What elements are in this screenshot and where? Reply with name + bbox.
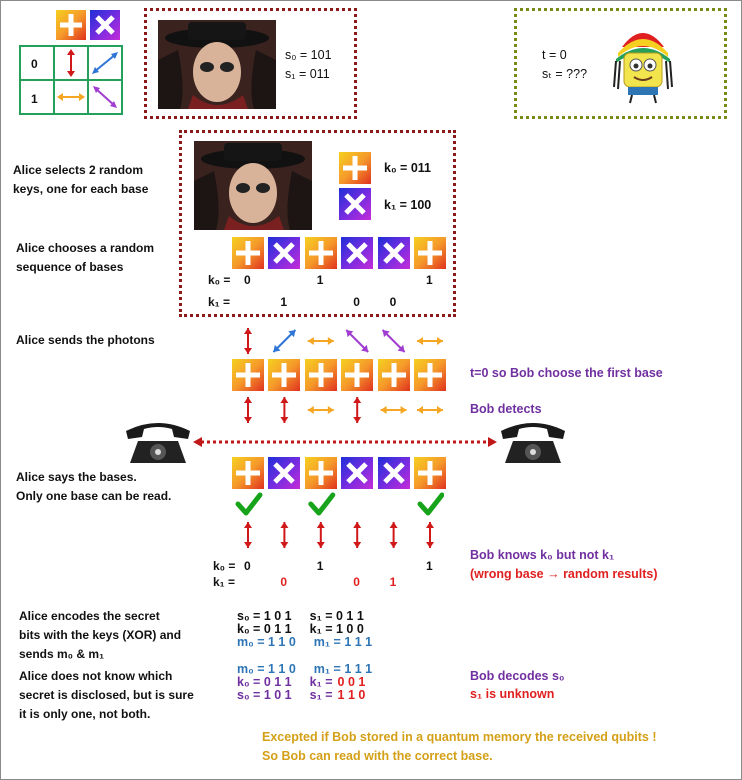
bit-0: 0 bbox=[244, 559, 251, 573]
photon-horizontal-2 bbox=[308, 337, 334, 345]
plus-base-tile-5 bbox=[414, 237, 446, 274]
xor-right: k₁ = bbox=[309, 675, 333, 689]
reading-vertical-1 bbox=[280, 522, 288, 548]
footer-line-2: So Bob can read with the correct base. bbox=[262, 749, 493, 763]
bob-t: t = 0 bbox=[542, 48, 567, 62]
plus-base-tile-3 bbox=[341, 359, 373, 396]
cross-base-tile-4 bbox=[378, 457, 410, 494]
alice-portrait-2 bbox=[194, 141, 312, 230]
check-icon-2 bbox=[311, 495, 333, 513]
reading-vertical-3 bbox=[353, 522, 361, 548]
xor-left: k₀ = 0 1 1 bbox=[237, 622, 292, 636]
detected-horizontal-2 bbox=[308, 406, 334, 414]
plus-base-tile-2 bbox=[305, 359, 337, 396]
step2-k1-label: k₁ = bbox=[208, 295, 230, 309]
match-checkmarks bbox=[232, 492, 444, 518]
bit-2: 1 bbox=[316, 559, 324, 573]
bob-k1-bits bbox=[232, 573, 444, 592]
reading-vertical-5 bbox=[426, 522, 434, 548]
plus-base-tile-5 bbox=[414, 359, 446, 396]
photon-horizontal-5 bbox=[417, 337, 443, 345]
alice-phone-icon bbox=[122, 419, 194, 465]
cross-base-tile-3 bbox=[341, 457, 373, 494]
alice-portrait bbox=[158, 20, 276, 109]
check-icon-0 bbox=[238, 495, 260, 513]
bit-4: 1 bbox=[389, 575, 397, 589]
photon-diag-left-3 bbox=[346, 330, 368, 352]
cross-base-tile bbox=[90, 10, 120, 40]
xor-right: k₁ = 1 0 0 bbox=[309, 622, 364, 636]
cross-base-tile-1 bbox=[268, 457, 300, 494]
s1-unknown-note: s₁ is unknown bbox=[470, 687, 555, 701]
xor-right: s₁ = bbox=[309, 688, 333, 702]
bob-knows-note-2: (wrong base → random results) bbox=[470, 567, 658, 581]
key-k1: k₁ = 100 bbox=[384, 198, 432, 212]
xor-right: s₁ = 0 1 1 bbox=[309, 609, 364, 623]
photon-vertical-0 bbox=[244, 328, 252, 354]
bit-5: 1 bbox=[426, 559, 433, 573]
bit-3: 0 bbox=[353, 295, 360, 309]
photon-arrows bbox=[232, 323, 444, 359]
xor-row-1 bbox=[237, 622, 364, 636]
bit-4: 0 bbox=[389, 295, 397, 309]
bit-5: 1 bbox=[426, 273, 433, 287]
cross-base-tile-3 bbox=[341, 237, 373, 274]
plus-base-tile-4 bbox=[378, 359, 410, 396]
bob-st: sₜ = ??? bbox=[542, 67, 588, 81]
bob-phone-icon bbox=[497, 419, 569, 465]
plus-base-tile-1 bbox=[268, 359, 300, 396]
bob-knows-note-1: Bob knows k₀ but not k₁ bbox=[470, 548, 615, 562]
detected-vertical-0 bbox=[244, 397, 252, 423]
xor-row-1 bbox=[237, 675, 365, 689]
plus-base-tile-2 bbox=[305, 457, 337, 494]
key-k0: k₀ = 011 bbox=[384, 161, 431, 175]
detected-vertical-3 bbox=[353, 397, 361, 423]
classical-channel-line bbox=[193, 435, 497, 449]
plus-base-tile-2 bbox=[305, 237, 337, 274]
k0-base-tile bbox=[339, 152, 371, 189]
xor-row-2 bbox=[237, 688, 365, 702]
bob-base-sequence bbox=[232, 359, 444, 391]
step1-label: Alice selects 2 random keys, one for each base bbox=[13, 163, 149, 196]
detected-horizontal-4 bbox=[381, 406, 407, 414]
photon-diag-right-1 bbox=[273, 330, 295, 352]
bob-detected-arrows bbox=[232, 393, 444, 427]
bob-first-base-note: t=0 so Bob choose the first base bbox=[470, 366, 663, 380]
step2-k1-bits bbox=[232, 293, 444, 312]
xor-right: m₁ = 1 1 1 bbox=[313, 662, 373, 676]
bit-1: 0 bbox=[280, 575, 288, 589]
legend-row-0: 0 bbox=[31, 57, 38, 71]
bit-1: 1 bbox=[280, 295, 288, 309]
xor-right: m₁ = 1 1 1 bbox=[313, 635, 373, 649]
plus-base-tile-0 bbox=[232, 457, 264, 494]
bob-k1-label: k₁ = bbox=[213, 575, 235, 589]
bit-3: 0 bbox=[353, 575, 360, 589]
check-icon-5 bbox=[420, 495, 442, 513]
xor-row-0 bbox=[237, 609, 364, 623]
xor-row-2 bbox=[237, 635, 372, 649]
step4-label-1: Alice says the bases. bbox=[16, 470, 137, 484]
bit-0: 0 bbox=[244, 273, 251, 287]
detected-vertical-1 bbox=[280, 397, 288, 423]
step4-label-2: Only one base can be read. bbox=[16, 489, 172, 503]
step2-k0-label: k₀ = bbox=[208, 273, 231, 287]
xor-right-bits: 1 1 0 bbox=[337, 688, 366, 702]
cross-base-tile-1 bbox=[268, 237, 300, 274]
bit-2: 1 bbox=[316, 273, 324, 287]
alice-s1: s₁ = 011 bbox=[285, 67, 330, 81]
plus-base-tile bbox=[56, 10, 86, 40]
encode-label: Alice encodes the secret bits with the keys (XOR) and sends m₀ & m₁ bbox=[19, 609, 182, 661]
detected-horizontal-5 bbox=[417, 406, 443, 414]
step2-k0-bits bbox=[232, 271, 444, 290]
xor-right-bits: 0 0 1 bbox=[337, 675, 366, 689]
bob-detects-label: Bob detects bbox=[470, 402, 542, 416]
legend-row-1: 1 bbox=[31, 92, 38, 106]
reading-vertical-0 bbox=[244, 522, 252, 548]
xor-left: s₀ = 1 0 1 bbox=[237, 688, 292, 702]
cross-base-tile-4 bbox=[378, 237, 410, 274]
xor-left: m₀ = 1 1 0 bbox=[237, 635, 296, 649]
reading-vertical-4 bbox=[390, 522, 398, 548]
step3-label: Alice sends the photons bbox=[16, 333, 155, 347]
plus-base-tile-5 bbox=[414, 457, 446, 494]
alice-base-sequence bbox=[232, 237, 444, 269]
xor-left: m₀ = 1 1 0 bbox=[237, 662, 296, 676]
reading-vertical-2 bbox=[317, 522, 325, 548]
step2-label: Alice chooses a random sequence of bases bbox=[16, 241, 155, 274]
bob-k0-label: k₀ = bbox=[213, 559, 236, 573]
k1-base-tile bbox=[339, 188, 371, 225]
footer-line-1: Excepted if Bob stored in a quantum memory the received qubits ! bbox=[262, 730, 657, 744]
plus-base-tile-0 bbox=[232, 359, 264, 396]
xor-left: k₀ = 0 1 1 bbox=[237, 675, 292, 689]
bob-avatar bbox=[612, 17, 674, 105]
xor-row-0 bbox=[237, 662, 372, 676]
announced-bases bbox=[232, 457, 444, 489]
xor-left: s₀ = 1 0 1 bbox=[237, 609, 292, 623]
alice-s0: s₀ = 101 bbox=[285, 48, 332, 62]
plus-base-tile-0 bbox=[232, 237, 264, 274]
decode-label: Alice does not know which secret is disclosed, but is sure it is only one, not both. bbox=[19, 669, 194, 721]
bob-decodes-note: Bob decodes s₀ bbox=[470, 669, 565, 683]
photon-diag-left-4 bbox=[383, 330, 405, 352]
bob-readings-arrows bbox=[232, 518, 444, 552]
